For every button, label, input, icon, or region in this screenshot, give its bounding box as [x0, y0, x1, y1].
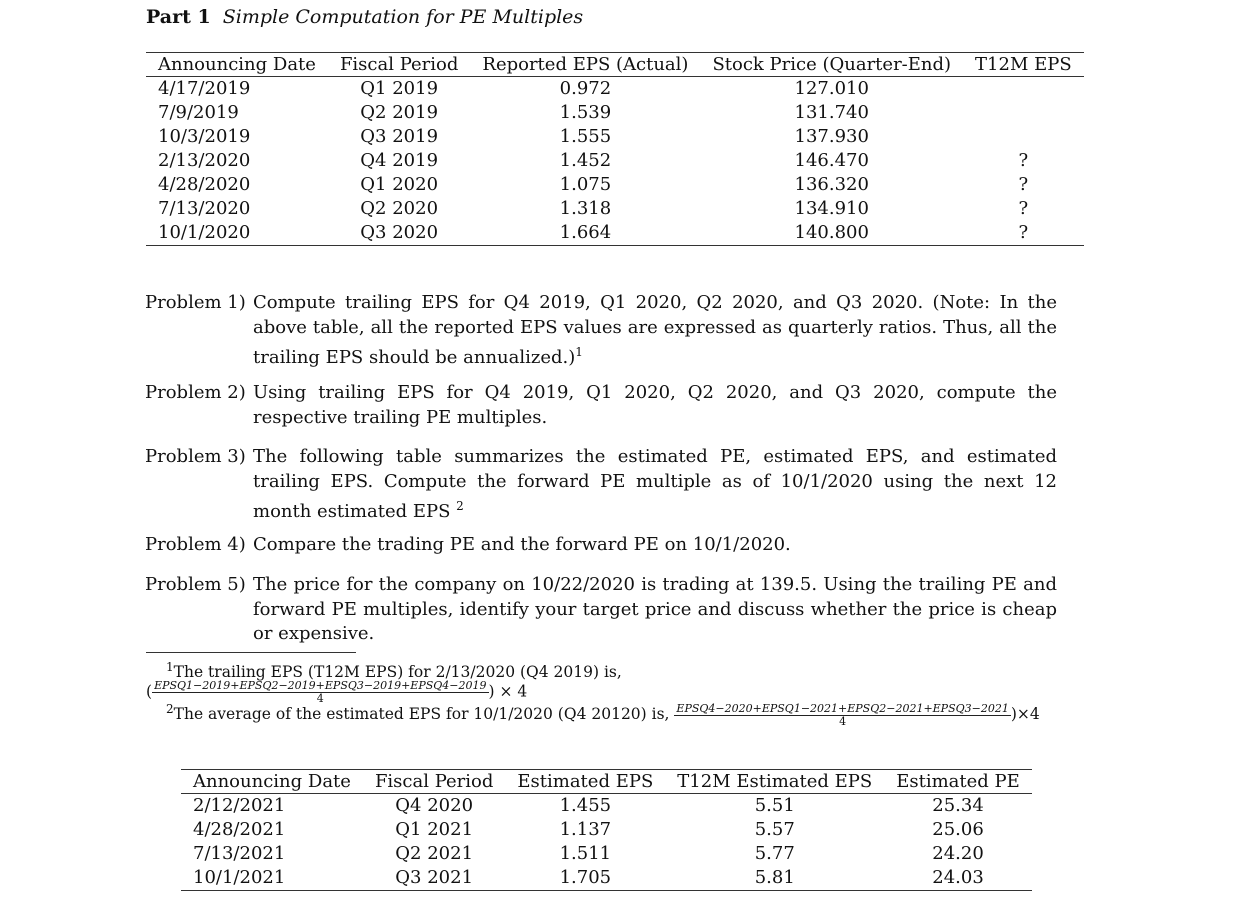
problem-text: Compare the trading PE and the forward PE on 10/1/2020. [253, 534, 791, 555]
problem-text: Using trailing EPS for Q4 2019, Q1 2020, Q2 2020, and Q3 2020, compute the respective trailing PE multiples. [253, 382, 1057, 428]
problem-text: The price for the company on 10/22/2020 is trading at 139.5. Using the trailing PE and forward PE multiples, identify your target price and discuss whether the price is cheap or expensive. [253, 574, 1057, 644]
fraction-denominator: 4 [316, 692, 324, 705]
cell: 10/1/2020 [158, 222, 251, 243]
cell: 25.06 [932, 819, 984, 840]
table-row [146, 101, 1084, 125]
cell [963, 101, 1084, 125]
cell: 4/28/2020 [158, 174, 251, 195]
col-header: Estimated PE [896, 771, 1020, 792]
footnote-text: The average of the estimated EPS for 10/1/2020 (Q4 20120) is, [173, 705, 670, 724]
table-row [181, 842, 1032, 866]
cell: 1.664 [559, 222, 612, 243]
formula-tail: × 4 [499, 682, 528, 701]
estimated-eps-table [181, 769, 1032, 891]
cell: 134.910 [794, 198, 869, 219]
cell [963, 125, 1084, 149]
footnote-1-formula: ( $\frac{\text{EPSQ1−2019+EPSQ2−2019+EPSQ3−2019+EPSQ4−2019}}{4}$ ) × 4 [146, 679, 528, 705]
cell: 7/13/2020 [158, 198, 251, 219]
cell: 25.34 [932, 795, 984, 816]
cell: 1.511 [559, 843, 612, 864]
problem-4 [145, 533, 1057, 558]
cell: ? [1018, 150, 1029, 171]
footnote-text: The trailing EPS (T12M EPS) for 2/13/2020 (Q4 2019) is, [173, 663, 622, 682]
fraction-numerator: EPSQ1−2019+EPSQ2−2019+EPSQ3−2019+EPSQ4−2019 [154, 679, 487, 692]
col-header: Stock Price (Quarter-End) [712, 54, 952, 75]
footnote-ref: 2 [456, 499, 464, 513]
cell: 1.455 [559, 795, 612, 816]
footnote-mark: 1 [166, 660, 174, 674]
problem-text: The following table summarizes the estimated PE, estimated EPS, and estimated trailing EPS. Compute the forward PE multiple as of 10/1/2020 using the next 12 month estimated EPS [253, 446, 1057, 522]
cell: 1.075 [559, 174, 612, 195]
table-row [146, 77, 1084, 102]
col-header: Announcing Date [158, 54, 316, 75]
cell: ? [1018, 222, 1029, 243]
cell: 5.51 [754, 795, 795, 816]
cell: Q3 2019 [360, 126, 439, 147]
cell: 1.137 [559, 819, 612, 840]
cell: Q3 2020 [360, 222, 439, 243]
footnote-1 [166, 660, 622, 681]
cell: Q4 2020 [395, 795, 474, 816]
cell [963, 77, 1084, 102]
cell: 5.81 [754, 867, 795, 888]
table-row [181, 818, 1032, 842]
footnote-mark: 2 [166, 702, 174, 716]
cell: Q1 2021 [395, 819, 474, 840]
cell: 7/9/2019 [158, 102, 239, 123]
cell: Q2 2021 [395, 843, 474, 864]
cell: 7/13/2021 [193, 843, 286, 864]
reported-eps-table [146, 52, 1084, 246]
table-header-row [146, 53, 1084, 77]
fraction-numerator: EPSQ4−2020+EPSQ1−2021+EPSQ2−2021+EPSQ3−2021 [676, 701, 1009, 715]
col-header: Announcing Date [193, 771, 351, 792]
problem-label: Problem 1) [145, 292, 246, 313]
cell: 136.320 [794, 174, 869, 195]
problem-label: Problem 3) [145, 446, 246, 467]
cell: ? [1018, 198, 1029, 219]
cell: Q4 2019 [360, 150, 439, 171]
cell: 0.972 [559, 78, 612, 99]
cell: 10/1/2021 [193, 867, 286, 888]
problem-1 [145, 291, 1057, 371]
cell: 10/3/2019 [158, 126, 251, 147]
cell: Q2 2019 [360, 102, 439, 123]
cell: 5.77 [754, 843, 795, 864]
cell: 1.539 [559, 102, 612, 123]
table-header-row [181, 770, 1032, 794]
cell: 1.555 [559, 126, 612, 147]
cell: 4/28/2021 [193, 819, 286, 840]
cell: 5.57 [754, 819, 795, 840]
cell: 24.20 [932, 843, 984, 864]
cell: 4/17/2019 [158, 78, 251, 99]
col-header: Estimated EPS [517, 771, 654, 792]
cell: 140.800 [794, 222, 869, 243]
cell: 24.03 [932, 867, 984, 888]
cell: ? [1018, 174, 1029, 195]
problem-2 [145, 381, 1057, 430]
cell: 1.452 [559, 150, 612, 171]
col-header: Fiscal Period [339, 54, 459, 75]
formula-tail: ×4 [1016, 705, 1040, 724]
fraction-denominator: 4 [839, 714, 847, 728]
problem-label: Problem 2) [145, 382, 246, 403]
cell: Q2 2020 [360, 198, 439, 219]
problem-5 [145, 573, 1057, 647]
cell: 131.740 [794, 102, 869, 123]
footnote-divider [146, 652, 356, 653]
table-row [181, 866, 1032, 891]
col-header: T12M EPS [975, 54, 1072, 75]
footnote-2: $^2$The average of the estimated EPS for 10/1/2020 (Q4 20120) is, $\frac{\text{EPSQ4−2020+EPSQ1−2021+EPSQ2−2021+EPSQ3−2021}}{4}$ )×4 [166, 701, 1040, 728]
part-label: Part 1 [146, 6, 211, 28]
table-row [146, 173, 1084, 197]
cell: Q3 2021 [395, 867, 474, 888]
cell: 146.470 [794, 150, 869, 171]
cell: Q1 2020 [360, 174, 439, 195]
cell: 2/12/2021 [193, 795, 286, 816]
problem-text: Compute trailing EPS for Q4 2019, Q1 2020, Q2 2020, and Q3 2020. (Note: In the above table, all the reported EPS values are expressed as quarterly ratios. Thus, all the trailing EPS should be annualized.) [253, 292, 1057, 368]
table-row [146, 221, 1084, 246]
section-title [146, 6, 583, 28]
problem-label: Problem 4) [145, 534, 246, 555]
cell: 1.318 [559, 198, 612, 219]
footnote-ref: 1 [575, 345, 583, 359]
cell: Q1 2019 [360, 78, 439, 99]
cell: 127.010 [794, 78, 869, 99]
table-row [181, 794, 1032, 819]
cell: 137.930 [794, 126, 869, 147]
problem-label: Problem 5) [145, 574, 246, 595]
table-row [146, 197, 1084, 221]
col-header: T12M Estimated EPS [677, 771, 873, 792]
cell: 1.705 [559, 867, 612, 888]
fraction [674, 703, 1010, 728]
col-header: Reported EPS (Actual) [482, 54, 689, 75]
table-row [146, 149, 1084, 173]
col-header: Fiscal Period [374, 771, 494, 792]
part-title: Simple Computation for PE Multiples [222, 6, 584, 28]
table-row [146, 125, 1084, 149]
problem-3 [145, 445, 1057, 525]
cell: 2/13/2020 [158, 150, 251, 171]
